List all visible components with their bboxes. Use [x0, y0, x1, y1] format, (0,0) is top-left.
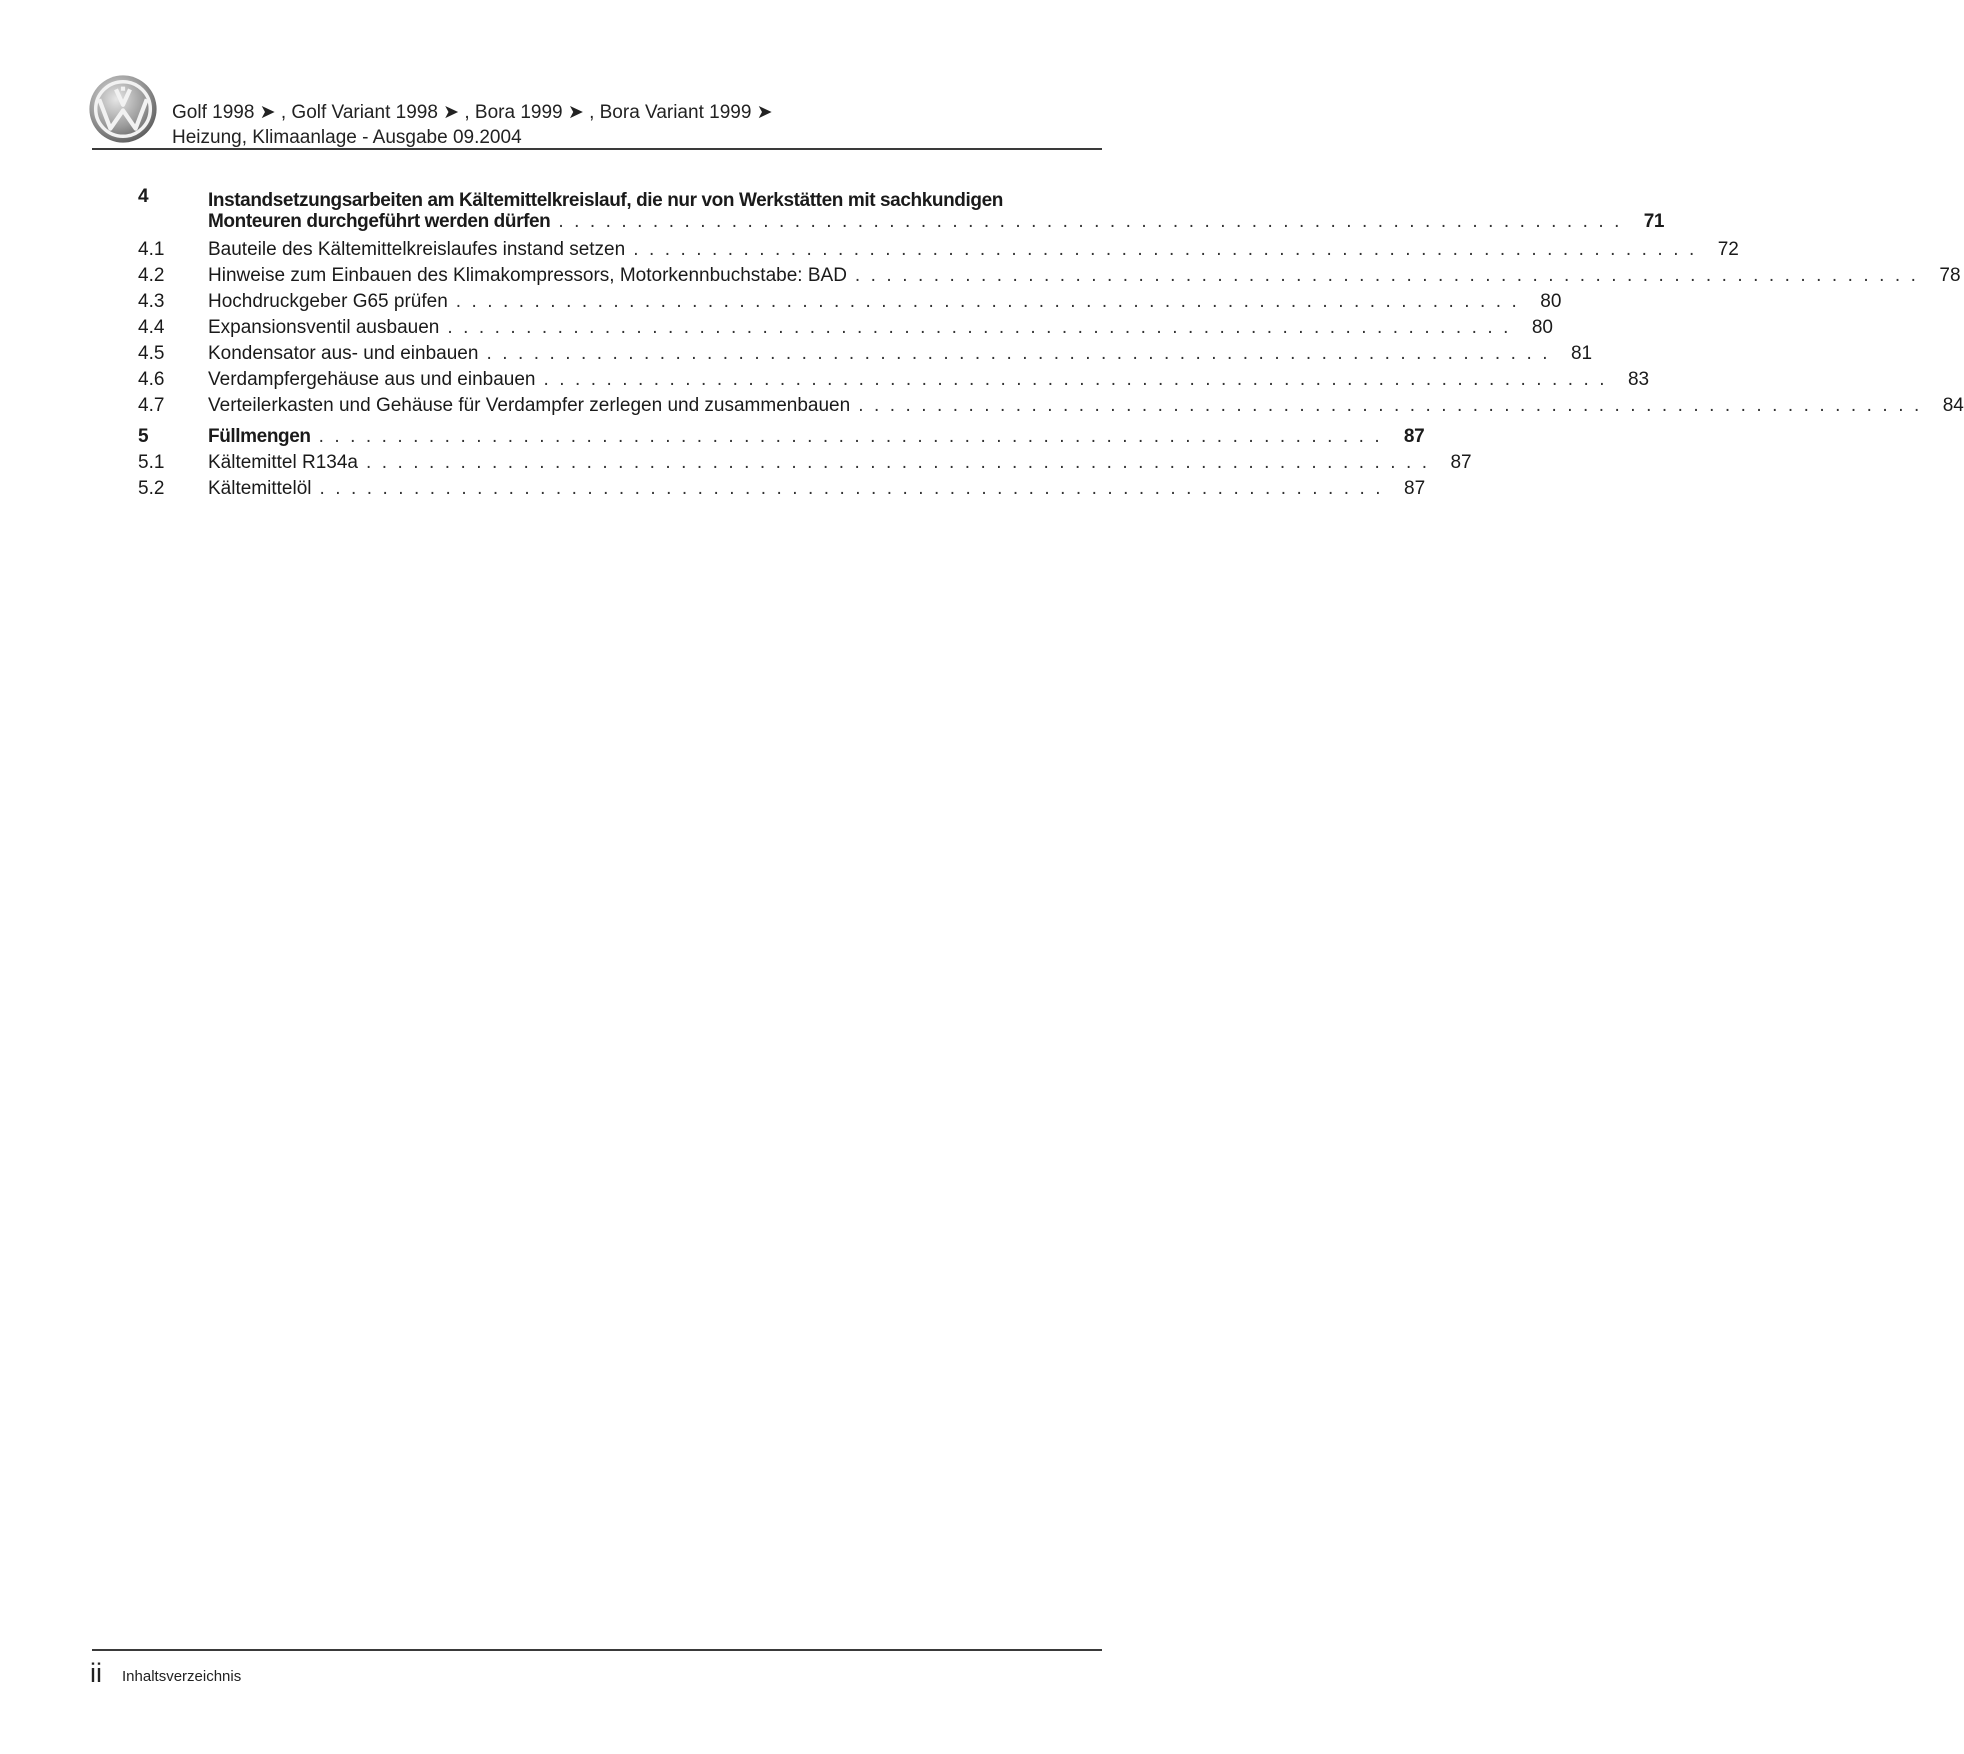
toc-number: 4 [138, 186, 149, 207]
toc-leader: . . . . . . . . . . . . . . . . . . . . . . . . . . . . . . . . . . . . . . . . . . . . . . . . . . . . . . . . . . . . . . . . . . . . [486, 343, 1551, 364]
toc-number: 5.1 [138, 452, 165, 473]
vw-logo-icon [88, 74, 158, 144]
toc-title: Hochdruckgeber G65 prüfen [208, 291, 448, 312]
toc-chapter-5[interactable] [138, 423, 1425, 450]
toc-leader: . . . . . . . . . . . . . . . . . . . . . . . . . . . . . . . . . . . . . . . . . . . . . . . . . . . . . . . . . . . . . . . . . . . . [365, 452, 1430, 473]
toc-page: 87 [1450, 452, 1472, 473]
toc-item-4-6[interactable] [138, 367, 1650, 393]
toc-number: 5.2 [138, 478, 165, 499]
footer-label: Inhaltsverzeichnis [122, 1668, 242, 1685]
toc-item-4-3[interactable] [138, 289, 1562, 315]
footer-divider [92, 1649, 1102, 1651]
toc-title-line2: Monteuren durchgeführt werden dürfen [208, 211, 551, 232]
page-header [172, 100, 773, 150]
toc-leader: . . . . . . . . . . . . . . . . . . . . . . . . . . . . . . . . . . . . . . . . . . . . . . . . . . . . . . . . . . . . . . . . . . . . [319, 478, 1384, 499]
toc-page: 84 [1942, 395, 1964, 416]
toc-title: Kondensator aus- und einbauen [208, 343, 479, 364]
toc-title: Bauteile des Kältemittelkreislaufes instand setzen [208, 239, 626, 260]
toc-number: 4.5 [138, 343, 165, 364]
toc-title: Verteilerkasten und Gehäuse für Verdampfer zerlegen und zusammenbauen [208, 395, 851, 416]
toc-leader: . . . . . . . . . . . . . . . . . . . . . . . . . . . . . . . . . . . . . . . . . . . . . . . . . . . . . . . . . . . . . . . . . . . . [455, 291, 1520, 312]
toc-item-5-1[interactable] [138, 450, 1472, 476]
toc-page: 87 [1404, 478, 1426, 499]
page-number: ii [90, 1658, 102, 1688]
toc-title-line1: Instandsetzungsarbeiten am Kältemittelkreislauf, die nur von Werkstätten mit sachkundigen [208, 190, 1003, 211]
toc-item-4-4[interactable] [138, 315, 1553, 341]
toc-leader: . . . . . . . . . . . . . . . . . . . . . . . . . . . . . . . . . . . . . . . . . . . . . . . . . . . . . . . . . . . . . . . . . . . . [558, 211, 1623, 232]
toc-number: 4.2 [138, 265, 165, 286]
toc-number: 4.6 [138, 369, 165, 390]
toc-number: 4.4 [138, 317, 165, 338]
toc-leader: . . . . . . . . . . . . . . . . . . . . . . . . . . . . . . . . . . . . . . . . . . . . . . . . . . . . . . . . . . . . . . . . . . . . [543, 369, 1608, 390]
toc-number: 5 [138, 426, 149, 447]
toc-leader: . . . . . . . . . . . . . . . . . . . . . . . . . . . . . . . . . . . . . . . . . . . . . . . . . . . . . . . . . . . . . . . . . . . . [318, 426, 1383, 447]
toc-chapter-4[interactable] [138, 186, 1665, 232]
toc-title: Füllmengen [208, 426, 311, 447]
toc-title: Hinweise zum Einbauen des Klimakompressors, Motorkennbuchstabe: BAD [208, 265, 847, 286]
toc-leader: . . . . . . . . . . . . . . . . . . . . . . . . . . . . . . . . . . . . . . . . . . . . . . . . . . . . . . . . . . . . . . . . . . . . [854, 265, 1919, 286]
toc-item-5-2[interactable] [138, 476, 1426, 502]
header-divider [92, 148, 1102, 150]
toc-title: Kältemittelöl [208, 478, 312, 499]
table-of-contents [138, 186, 1964, 502]
header-models: Golf 1998 ➤ , Golf Variant 1998 ➤ , Bora 1999 ➤ , Bora Variant 1999 ➤ [172, 102, 773, 123]
toc-item-4-7[interactable] [138, 393, 1964, 419]
toc-title: Verdampfergehäuse aus und einbauen [208, 369, 536, 390]
toc-title: Kältemittel R134a [208, 452, 358, 473]
toc-page: 80 [1531, 317, 1553, 338]
toc-page: 78 [1939, 265, 1961, 286]
toc-page: 81 [1570, 343, 1593, 364]
toc-number: 4.1 [138, 239, 165, 260]
toc-item-4-5[interactable] [138, 341, 1593, 367]
toc-page: 83 [1627, 369, 1650, 390]
toc-title: Expansionsventil ausbauen [208, 317, 440, 338]
toc-page: 72 [1717, 239, 1739, 260]
toc-item-4-2[interactable] [138, 263, 1961, 289]
toc-item-4-1[interactable] [138, 237, 1739, 263]
toc-leader: . . . . . . . . . . . . . . . . . . . . . . . . . . . . . . . . . . . . . . . . . . . . . . . . . . . . . . . . . . . . . . . . . . . . [447, 317, 1511, 338]
header-subtitle: Heizung, Klimaanlage - Ausgabe 09.2004 [172, 127, 522, 148]
toc-page: 80 [1540, 291, 1562, 312]
toc-leader: . . . . . . . . . . . . . . . . . . . . . . . . . . . . . . . . . . . . . . . . . . . . . . . . . . . . . . . . . . . . . . . . . . . . [633, 239, 1697, 260]
toc-number: 4.7 [138, 395, 165, 416]
toc-number: 4.3 [138, 291, 165, 312]
toc-page: 71 [1643, 211, 1665, 232]
toc-leader: . . . . . . . . . . . . . . . . . . . . . . . . . . . . . . . . . . . . . . . . . . . . . . . . . . . . . . . . . . . . . . . . . . . . [858, 395, 1922, 416]
toc-page: 87 [1403, 426, 1425, 447]
